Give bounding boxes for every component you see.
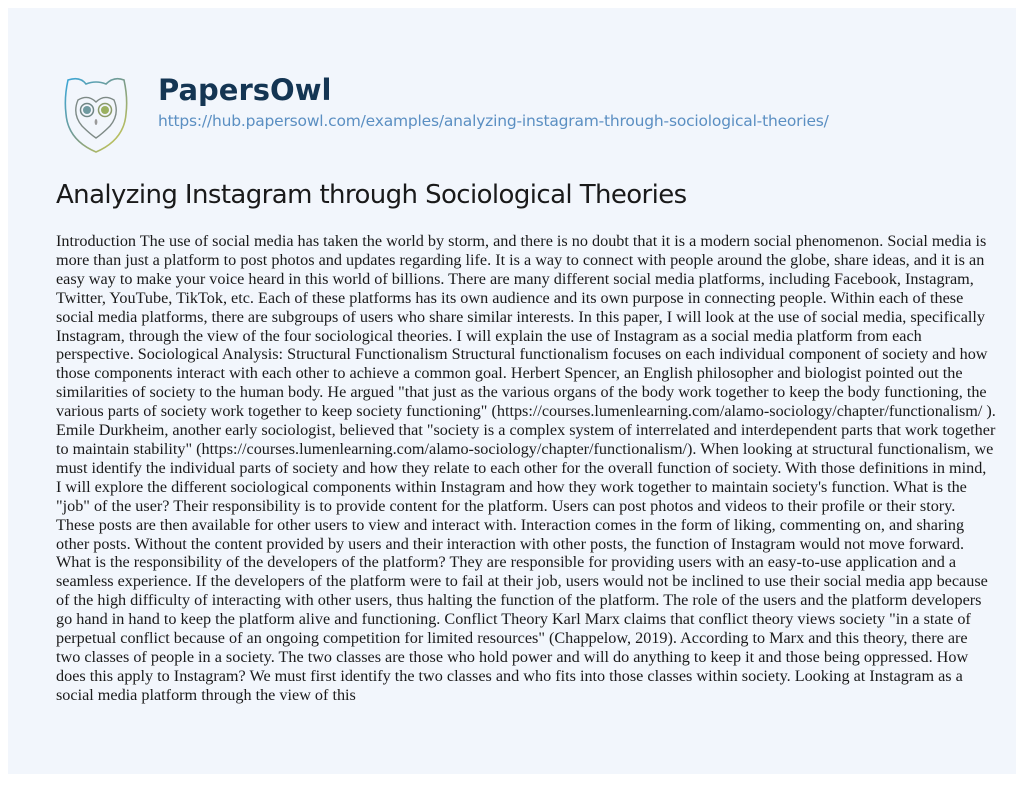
essay-line: two classes of people in a society. The two classes are those who hold power and will do anything to keep it and those being oppressed. How: [56, 647, 969, 666]
essay-line: similarities of society to the human body. He argued "that just as the various organs of the body work together to keep the body functioning, the: [56, 383, 987, 402]
essay-line: easy way to make your voice heard in this world of billions. There are many different social media platforms, including Facebook, Instagram,: [56, 269, 974, 288]
essay-line: those components interact with each other to achieve a common goal. Herbert Spencer, an English philosopher and biologist pointed out the: [56, 364, 963, 383]
essay-line: What is the responsibility of the developers of the platform? They are responsible for providing users with an easy-to-use application and a: [56, 553, 957, 572]
owl-logo-icon: [56, 70, 136, 160]
essay-line: does this apply to Instagram? We must first identify the two classes and who fits into those classes within society. Looking at Instagram as a: [56, 666, 963, 685]
essay-line: I will explore the different sociological components within Instagram and how they work together to maintain society's function. What is the: [56, 477, 967, 496]
site-header: [56, 70, 829, 160]
source-url-link[interactable]: https://hub.papersowl.com/examples/analyzing-instagram-through-sociological-theories/: [158, 112, 829, 130]
essay-line: social media platforms, there are subgroups of users who share similar interests. In this paper, I will look at the use of social media, specifically: [56, 307, 985, 326]
essay-line: social media platform through the view of this: [56, 685, 356, 704]
brand-block: [158, 72, 829, 130]
essay-line: "job" of the user? Their responsibility is to provide content for the platform. Users can post photos and videos to their profile or their story.: [56, 496, 956, 515]
essay-line: to maintain stability" (https://courses.lumenlearning.com/alamo-sociology/chapter/functionalism/). When looking at structural functionalism, we: [56, 439, 994, 458]
essay-title: Analyzing Instagram through Sociological Theories: [56, 180, 687, 210]
essay-body: [56, 232, 996, 705]
essay-line: Instagram, through the view of the four sociological theories. I will explain the use of Instagram as a social media platform from each: [56, 326, 922, 345]
essay-preview-card: [8, 8, 1016, 774]
essay-line: perspective. Sociological Analysis: Structural Functionalism Structural functionalism focuses on each individual component of society and how: [56, 345, 988, 364]
essay-line: perpetual conflict because of an ongoing competition for limited resources" (Chappelow, 2019). According to Marx and this theory, there are: [56, 629, 968, 648]
essay-line: more than just a platform to post photos and updates regarding life. It is a way to connect with people around the globe, share ideas, and it is an: [56, 250, 985, 269]
essay-line: These posts are then available for other users to view and interact with. Interaction comes in the form of liking, commenting on, and sharing: [56, 515, 965, 534]
essay-line: of the high difficulty of interacting with other users, thus halting the function of the platform. The role of the users and the platform developers: [56, 591, 982, 610]
essay-line: other posts. Without the content provided by users and their interaction with other posts, the function of Instagram would not move forward.: [56, 534, 965, 553]
essay-line: must identify the individual parts of society and how they relate to each other for the overall function of society. With those definitions in mind,: [56, 458, 987, 477]
essay-line: go hand in hand to keep the platform alive and functioning. Conflict Theory Karl Marx claims that conflict theory views society "in a state of: [56, 610, 971, 629]
essay-line: Emile Durkheim, another early sociologist, believed that "society is a complex system of interrelated and interdependent parts that work together: [56, 421, 996, 440]
brand-name: PapersOwl: [158, 73, 332, 107]
essay-line: Introduction The use of social media has taken the world by storm, and there is no doubt that it is a modern social phenomenon. Social media is: [56, 232, 987, 250]
essay-line: seamless experience. If the developers of the platform were to fail at their job, users would not be inclined to use their social media app because: [56, 572, 988, 591]
essay-line: Twitter, YouTube, TikTok, etc. Each of these platforms has its own audience and its own purpose in connecting people. Within each of these: [56, 288, 964, 307]
essay-line: various parts of society work together to keep society functioning" (https://courses.lumenlearning.com/alamo-sociology/chapter/functionalism/ ).: [56, 402, 996, 421]
